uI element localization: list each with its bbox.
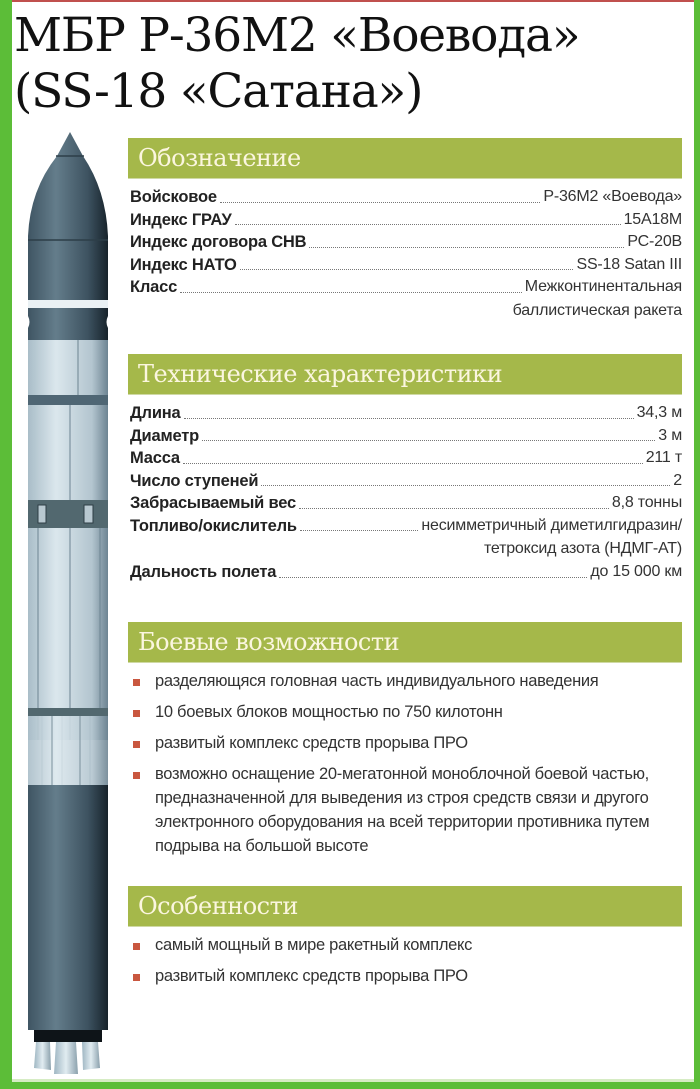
row-label: Индекс ГРАУ xyxy=(130,210,232,229)
dot-leader xyxy=(279,577,587,578)
dot-leader xyxy=(184,418,634,419)
bullet-square-icon xyxy=(133,772,140,779)
section-heading: Особенности xyxy=(138,892,298,920)
bullet-square-icon xyxy=(133,741,140,748)
rocket-illustration-icon xyxy=(20,130,120,1075)
row-value: 2 xyxy=(673,471,682,489)
row-value: РС-20В xyxy=(627,233,682,250)
dot-leader xyxy=(202,440,655,441)
table-row xyxy=(130,425,682,448)
list-item-text: возможно оснащение 20-мегатонной моноблочной боевой частью, предназначенной для выведения из строя средств связи и другого электронного оборудования на всей территории противника путем подрыва на большой высоте xyxy=(155,765,650,855)
row-value: Межконтинентальная xyxy=(524,278,682,295)
frame-top-border xyxy=(12,0,694,2)
list-item xyxy=(130,669,694,693)
section-combat xyxy=(128,622,694,865)
table-row xyxy=(130,447,682,470)
row-label: Войсковое xyxy=(130,188,217,206)
row-value-continuation: баллистическая ракета xyxy=(512,301,682,319)
table-row xyxy=(130,209,682,232)
row-value-continuation: тетроксид азота (НДМГ-АТ) xyxy=(483,540,682,557)
row-label: Топливо/окислитель xyxy=(130,516,297,535)
row-value: 8,8 тонны xyxy=(611,494,682,511)
section-designation xyxy=(128,138,694,323)
table-row xyxy=(130,470,682,493)
row-value: 15А18М xyxy=(623,210,682,228)
row-value: Р-36М2 «Воевода» xyxy=(543,188,682,205)
section-features xyxy=(128,886,694,995)
frame-bottom-border xyxy=(0,1082,700,1089)
specs-rows xyxy=(128,394,694,584)
page-title xyxy=(14,8,700,120)
table-row xyxy=(130,231,682,254)
bullet-square-icon xyxy=(133,679,140,686)
dot-leader xyxy=(261,485,670,486)
title-line-2: (SS-18 «Сатана») xyxy=(14,64,423,119)
title-line-1: МБР Р-36М2 «Воевода» xyxy=(14,8,580,63)
list-item xyxy=(130,731,694,755)
row-label: Масса xyxy=(130,449,180,467)
list-item-text: развитый комплекс средств прорыва ПРО xyxy=(155,734,468,752)
row-value: 211 т xyxy=(645,449,682,466)
list-item xyxy=(130,762,694,858)
dot-leader xyxy=(240,269,574,270)
dot-leader xyxy=(235,224,621,225)
list-item xyxy=(130,964,694,988)
features-list xyxy=(128,926,694,988)
frame-right-border xyxy=(694,0,700,1089)
dot-leader xyxy=(183,463,643,464)
table-row xyxy=(130,402,682,425)
row-value: 3 м xyxy=(658,426,682,444)
list-item-text: самый мощный в мире ракетный комплекс xyxy=(155,936,473,954)
row-value: 34,3 м xyxy=(636,404,682,421)
list-item xyxy=(130,700,694,724)
list-item-text: развитый комплекс средств прорыва ПРО xyxy=(155,967,468,985)
dot-leader xyxy=(309,247,624,248)
row-value: SS-18 Satan III xyxy=(576,255,682,273)
row-label: Индекс НАТО xyxy=(130,255,237,274)
dot-leader xyxy=(300,530,419,531)
dot-leader xyxy=(220,202,541,203)
section-header-band xyxy=(128,622,682,662)
section-heading: Технические характеристики xyxy=(138,360,503,388)
row-value: до 15 000 км xyxy=(590,563,682,580)
row-label: Число ступеней xyxy=(130,471,259,490)
row-label: Длина xyxy=(130,404,181,422)
section-heading: Боевые возможности xyxy=(138,628,400,656)
section-specs xyxy=(128,354,694,584)
table-row xyxy=(130,561,682,584)
section-heading: Обозначение xyxy=(138,144,301,172)
section-header-band xyxy=(128,138,682,178)
dot-leader xyxy=(299,508,609,509)
row-label: Индекс договора СНВ xyxy=(130,233,307,251)
section-header-band xyxy=(128,354,682,394)
bullet-square-icon xyxy=(133,943,140,950)
bullet-square-icon xyxy=(133,974,140,981)
row-label: Дальность полета xyxy=(130,563,277,581)
list-item-text: разделяющяся головная часть индивидуального наведения xyxy=(155,672,599,690)
list-item-text: 10 боевых блоков мощностью по 750 килотонн xyxy=(155,703,503,721)
table-row xyxy=(130,492,682,515)
row-label: Диаметр xyxy=(130,426,199,445)
row-value: несимметричный диметилгидразин/ xyxy=(421,516,682,534)
section-header-band xyxy=(128,886,682,926)
table-row xyxy=(130,515,682,538)
designation-rows xyxy=(128,178,694,323)
row-label: Класс xyxy=(130,278,178,296)
list-item xyxy=(130,933,694,957)
combat-list xyxy=(128,662,694,858)
table-row xyxy=(130,186,682,209)
dot-leader xyxy=(180,292,522,293)
row-label: Забрасываемый вес xyxy=(130,494,296,512)
table-row xyxy=(130,276,682,299)
bullet-square-icon xyxy=(133,710,140,717)
table-row xyxy=(130,254,682,277)
frame-left-border xyxy=(0,0,12,1089)
